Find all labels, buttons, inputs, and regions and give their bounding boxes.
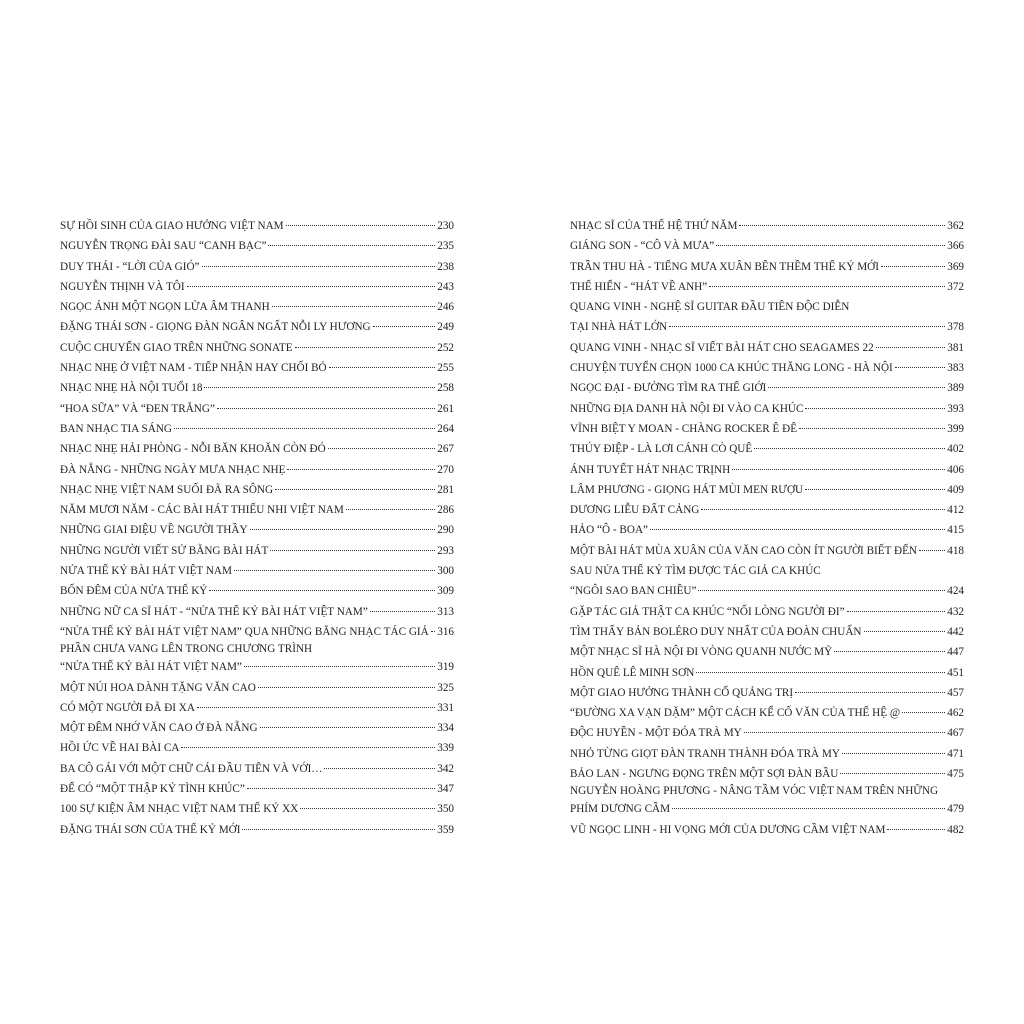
toc-entry-title: MỘT GIAO HƯỞNG THÀNH CỔ QUẢNG TRỊ	[570, 686, 794, 699]
dot-leader	[242, 829, 435, 830]
dot-leader	[197, 707, 435, 708]
toc-entry-title: QUANG VINH - NHẠC SĨ VIẾT BÀI HÁT CHO SEAGAMES 22	[570, 341, 874, 354]
dot-leader	[258, 687, 435, 688]
toc-entry	[60, 759, 454, 779]
toc-entry	[570, 257, 964, 277]
toc-entry-title: NGUYỄN HOÀNG PHƯƠNG - NÂNG TẦM VÓC VIỆT NAM TRÊN NHỮNG	[570, 785, 939, 798]
toc-entry-page-number: 334	[437, 722, 454, 735]
dot-leader	[181, 747, 435, 748]
toc-entry-title: MỘT BÀI HÁT MÙA XUÂN CỦA VĂN CAO CÒN ÍT NGƯỜI BIẾT ĐẾN	[570, 544, 918, 557]
dot-leader	[834, 651, 945, 652]
toc-entry-page-number: 424	[947, 585, 964, 598]
toc-entry-title: ĐÀ NẴNG - NHỮNG NGÀY MƯA NHẠC NHẸ	[60, 463, 286, 476]
toc-entry	[60, 541, 454, 561]
dot-leader	[698, 590, 945, 591]
toc-entry	[570, 419, 964, 439]
toc-entry	[60, 678, 454, 698]
toc-entry-title: DƯƠNG LIỄU ĐẤT CẢNG	[570, 504, 700, 517]
dot-leader	[286, 225, 436, 226]
toc-entry-page-number: 350	[437, 803, 454, 816]
toc-entry-page-number: 457	[947, 686, 964, 699]
dot-leader	[795, 692, 945, 693]
toc-entry-page-number: 369	[947, 260, 964, 273]
toc-entry	[60, 439, 454, 459]
toc-entry-page-number: 372	[947, 280, 964, 293]
dot-leader	[754, 448, 945, 449]
toc-entry-page-number: 475	[947, 768, 964, 781]
toc-entry	[60, 642, 454, 657]
toc-entry-page-number: 471	[947, 747, 964, 760]
dot-leader	[272, 306, 436, 307]
right-page-toc	[570, 216, 964, 840]
toc-entry	[570, 216, 964, 236]
toc-entry-page-number: 249	[437, 321, 454, 334]
toc-entry	[60, 500, 454, 520]
toc-entry	[570, 317, 964, 337]
toc-entry-title: GIÁNG SON - “CÔ VÀ MƯA”	[570, 240, 715, 253]
dot-leader	[346, 509, 435, 510]
toc-entry-title: MỘT NÚI HOA DÀNH TẶNG VĂN CAO	[60, 681, 256, 694]
toc-entry-title: MỘT NHẠC SĨ HÀ NỘI ĐI VÒNG QUANH NƯỚC MỸ	[570, 646, 833, 659]
toc-entry-page-number: 406	[947, 463, 964, 476]
dot-leader	[324, 768, 435, 769]
toc-entry-title: NHẠC NHẸ HẢI PHÒNG - NỖI BĂN KHOĂN CÒN ĐÓ	[60, 443, 326, 456]
toc-entry	[60, 419, 454, 439]
toc-entry-title: “ĐƯỜNG XA VẠN DẶM” MỘT CÁCH KỂ CỐ VĂN CỦA THẾ HỆ @	[570, 707, 901, 720]
toc-entry	[570, 703, 964, 723]
dot-leader	[370, 611, 435, 612]
dot-leader	[701, 509, 945, 510]
dot-leader	[217, 408, 435, 409]
dot-leader	[250, 529, 436, 530]
toc-entry	[60, 820, 454, 840]
dot-leader	[799, 428, 945, 429]
toc-entry	[570, 541, 964, 561]
toc-entry-title: ĐỂ CÓ “MỘT THẬP KỶ TÌNH KHÚC”	[60, 783, 245, 796]
toc-entry	[570, 439, 964, 459]
toc-entry-page-number: 479	[947, 803, 964, 816]
dot-leader	[881, 266, 945, 267]
toc-entry-page-number: 418	[947, 544, 964, 557]
toc-entry-title: NHỎ TỪNG GIỌT ĐÀN TRANH THÀNH ĐÓA TRÀ MY	[570, 747, 840, 760]
toc-entry	[570, 338, 964, 358]
toc-entry-page-number: 281	[437, 483, 454, 496]
toc-entry-page-number: 451	[947, 666, 964, 679]
toc-entry	[60, 257, 454, 277]
toc-entry	[570, 642, 964, 662]
toc-entry-title: ÁNH TUYẾT HÁT NHẠC TRỊNH	[570, 463, 731, 476]
dot-leader	[895, 367, 945, 368]
toc-entry-page-number: 378	[947, 321, 964, 334]
dot-leader	[300, 808, 435, 809]
toc-entry-page-number: 286	[437, 504, 454, 517]
dot-leader	[716, 245, 945, 246]
dot-leader	[650, 529, 945, 530]
toc-entry-page-number: 293	[437, 544, 454, 557]
dot-leader	[234, 570, 435, 571]
toc-entry-title: “NỬA THẾ KỶ BÀI HÁT VIỆT NAM”	[60, 661, 242, 674]
toc-entry-title: HỒI ỨC VỀ HAI BÀI CA	[60, 742, 180, 755]
toc-entry	[570, 581, 964, 601]
toc-entry	[60, 520, 454, 540]
toc-entry-page-number: 258	[437, 382, 454, 395]
toc-entry	[60, 317, 454, 337]
dot-leader	[329, 367, 436, 368]
dot-leader	[696, 672, 945, 673]
toc-entry	[570, 358, 964, 378]
toc-entry-title: NHỮNG GIAI ĐIỆU VỀ NGƯỜI THẦY	[60, 524, 248, 537]
dot-leader	[202, 266, 436, 267]
toc-entry	[570, 378, 964, 398]
dot-leader	[328, 448, 436, 449]
toc-entry	[570, 297, 964, 317]
toc-entry	[60, 779, 454, 799]
toc-entry-title: “NGÔI SAO BAN CHIỀU”	[570, 585, 697, 598]
dot-leader	[174, 428, 435, 429]
toc-entry-title: CHUYỆN TUYỂN CHỌN 1000 CA KHÚC THĂNG LONG - HÀ NỘI	[570, 362, 893, 375]
toc-entry	[60, 216, 454, 236]
toc-entry-page-number: 230	[437, 220, 454, 232]
toc-entry-title: VŨ NGỌC LINH - HI VỌNG MỚI CỦA DƯƠNG CẦM VIỆT NAM	[570, 823, 886, 836]
toc-entry-page-number: 399	[947, 422, 964, 435]
dot-leader	[204, 387, 435, 388]
toc-entry	[60, 581, 454, 601]
toc-entry-page-number: 316	[437, 625, 454, 638]
toc-entry-title: THẾ HIỂN - “HÁT VỀ ANH”	[570, 280, 708, 293]
dot-leader	[672, 808, 945, 809]
toc-entry-title: SAU NỬA THẾ KỶ TÌM ĐƯỢC TÁC GIẢ CA KHÚC	[570, 565, 821, 578]
toc-entry-page-number: 482	[947, 823, 964, 836]
toc-entry-title: HẢO “Ô - BOA”	[570, 524, 648, 537]
toc-entry	[60, 358, 454, 378]
toc-entry-title: BẢO LAN - NGƯNG ĐỌNG TRÊN MỘT SỢI ĐÀN BẦU	[570, 768, 839, 781]
toc-entry-page-number: 339	[437, 742, 454, 755]
dot-leader	[739, 225, 945, 226]
toc-entry	[570, 561, 964, 581]
toc-entry	[60, 799, 454, 819]
dot-leader	[431, 631, 435, 632]
toc-entry-title: HỒN QUÊ LÊ MINH SƠN	[570, 666, 695, 679]
toc-entry-page-number: 432	[947, 605, 964, 618]
toc-entry-page-number: 342	[437, 762, 454, 775]
toc-entry	[60, 602, 454, 622]
toc-entry-page-number: 347	[437, 783, 454, 796]
toc-entry	[570, 602, 964, 622]
toc-entry-title: BAN NHẠC TIA SÁNG	[60, 422, 172, 435]
dot-leader	[768, 387, 945, 388]
toc-entry	[60, 277, 454, 297]
toc-entry-title: 100 SỰ KIỆN ÂM NHẠC VIỆT NAM THẾ KỶ XX	[60, 803, 299, 816]
dot-leader	[247, 788, 435, 789]
toc-entry-page-number: 313	[437, 605, 454, 618]
left-page-toc	[60, 216, 454, 840]
toc-entry	[570, 764, 964, 784]
dot-leader	[275, 489, 435, 490]
toc-entry-title: VĨNH BIỆT Y MOAN - CHÀNG ROCKER Ê ĐÊ	[570, 422, 798, 435]
toc-entry-title: NHỮNG ĐỊA DANH HÀ NỘI ĐI VÀO CA KHÚC	[570, 402, 804, 415]
toc-entry-page-number: 467	[947, 727, 964, 740]
dot-leader	[847, 611, 946, 612]
toc-entry	[570, 622, 964, 642]
toc-entry-page-number: 442	[947, 625, 964, 638]
toc-entry-title: NHỮNG NGƯỜI VIẾT SỬ BẰNG BÀI HÁT	[60, 544, 269, 557]
toc-entry	[60, 460, 454, 480]
toc-entry-title: NGUYỄN TRỌNG ĐÀI SAU “CANH BẠC”	[60, 240, 267, 253]
toc-entry-title: TÌM THẤY BẢN BOLÉRO DUY NHẤT CỦA ĐOÀN CHUẨN	[570, 625, 862, 638]
toc-entry-page-number: 415	[947, 524, 964, 537]
toc-entry-title: NHẠC NHẸ Ở VIỆT NAM - TIẾP NHẬN HAY CHỐI BỎ	[60, 362, 327, 375]
toc-entry-page-number: 309	[437, 585, 454, 598]
toc-entry-page-number: 331	[437, 701, 454, 714]
toc-entry	[570, 460, 964, 480]
toc-entry	[570, 480, 964, 500]
toc-entry-title: NĂM MƯƠI NĂM - CÁC BÀI HÁT THIẾU NHI VIỆT NAM	[60, 504, 344, 517]
toc-entry-title: “HOA SỮA” VÀ “ĐEN TRẮNG”	[60, 402, 215, 415]
dot-leader	[373, 326, 436, 327]
toc-entry	[570, 277, 964, 297]
dot-leader	[840, 773, 945, 774]
toc-entry-title: BỐN ĐÊM CỦA NỬA THẾ KỶ	[60, 585, 208, 598]
toc-entry	[570, 663, 964, 683]
dot-leader	[732, 469, 945, 470]
toc-entry	[570, 399, 964, 419]
toc-entry-page-number: 409	[947, 483, 964, 496]
toc-entry	[60, 657, 454, 677]
toc-entry	[60, 399, 454, 419]
dot-leader	[270, 550, 435, 551]
toc-entry-page-number: 412	[947, 504, 964, 517]
dot-leader	[187, 286, 436, 287]
toc-entry-title: TRẦN THU HÀ - TIẾNG MƯA XUÂN BÊN THỀM THẾ KỶ MỚI	[570, 260, 879, 273]
toc-entry-page-number: 270	[437, 463, 454, 476]
toc-entry-title: LÂM PHƯƠNG - GIỌNG HÁT MÙI MEN RƯỢU	[570, 483, 804, 496]
dot-leader	[287, 469, 435, 470]
toc-entry	[60, 738, 454, 758]
toc-entry-page-number: 238	[437, 260, 454, 273]
toc-entry-page-number: 319	[437, 661, 454, 674]
toc-entry-title: TẠI NHÀ HÁT LỚN	[570, 321, 668, 334]
toc-entry-title: ĐẶNG THÁI SƠN CỦA THẾ KỶ MỚI	[60, 823, 241, 836]
toc-entry-page-number: 325	[437, 681, 454, 694]
toc-entry	[570, 683, 964, 703]
toc-entry	[60, 480, 454, 500]
toc-entry-title: THÚY ĐIỆP - LÀ LƠI CÁNH CÒ QUÊ	[570, 443, 753, 456]
toc-entry	[570, 520, 964, 540]
toc-entry-title: NHỮNG NỮ CA SĨ HÁT - “NỬA THẾ KỶ BÀI HÁT VIỆT NAM”	[60, 605, 368, 618]
dot-leader	[295, 347, 436, 348]
toc-entry-page-number: 359	[437, 823, 454, 836]
toc-entry	[570, 236, 964, 256]
dot-leader	[744, 732, 945, 733]
toc-entry-page-number: 362	[947, 220, 964, 232]
toc-entry-title: CUỘC CHUYỂN GIAO TRÊN NHỮNG SONATE	[60, 341, 293, 354]
dot-leader	[260, 727, 436, 728]
toc-entry	[60, 378, 454, 398]
toc-entry-page-number: 366	[947, 240, 964, 253]
toc-entry-page-number: 235	[437, 240, 454, 253]
toc-entry-page-number: 290	[437, 524, 454, 537]
toc-entry-title: NGỌC ĐẠI - ĐƯỜNG TÌM RA THẾ GIỚI	[570, 382, 767, 395]
toc-entry-page-number: 252	[437, 341, 454, 354]
toc-entry-page-number: 246	[437, 301, 454, 314]
toc-entry-title: NHẠC NHẸ HÀ NỘI TUỔI 18	[60, 382, 203, 395]
toc-entry-title: PHÍM DƯƠNG CẦM	[570, 803, 671, 816]
toc-entry-page-number: 393	[947, 402, 964, 415]
toc-entry-page-number: 389	[947, 382, 964, 395]
toc-entry-page-number: 300	[437, 565, 454, 578]
toc-entry-page-number: 267	[437, 443, 454, 456]
dot-leader	[209, 590, 435, 591]
toc-entry-title: GẶP TÁC GIẢ THẬT CA KHÚC “NỐI LÒNG NGƯỜI ĐI”	[570, 605, 845, 618]
dot-leader	[842, 753, 945, 754]
toc-entry-title: DUY THÁI - “LỜI CỦA GIÓ”	[60, 260, 200, 273]
toc-entry-page-number: 402	[947, 443, 964, 456]
toc-entry-title: QUANG VINH - NGHỆ SĨ GUITAR ĐẦU TIÊN ĐỘC DIỄN	[570, 301, 850, 314]
dot-leader	[244, 666, 435, 667]
dot-leader	[876, 347, 945, 348]
toc-entry-title: NHẠC SĨ CỦA THẾ HỆ THỨ NĂM	[570, 220, 738, 232]
toc-entry-title: “NỬA THẾ KỶ BÀI HÁT VIỆT NAM” QUA NHỮNG BĂNG NHẠC TÁC GIẢ	[60, 625, 429, 638]
toc-entry	[60, 698, 454, 718]
toc-entry-title: SỰ HỒI SINH CỦA GIAO HƯỞNG VIỆT NAM	[60, 220, 284, 232]
dot-leader	[864, 631, 946, 632]
toc-entry-title: CÓ MỘT NGƯỜI ĐÃ ĐI XA	[60, 701, 195, 714]
toc-entry-title: ĐẶNG THÁI SƠN - GIỌNG ĐÀN NGÂN NGẤT NỖI LY HƯƠNG	[60, 321, 371, 334]
toc-entry-page-number: 243	[437, 280, 454, 293]
toc-entry-title: NGỌC ÁNH MỘT NGỌN LỬA ÂM THANH	[60, 301, 270, 314]
toc-entry	[570, 784, 964, 799]
toc-entry-title: NỬA THẾ KỶ BÀI HÁT VIỆT NAM	[60, 565, 232, 578]
dot-leader	[669, 326, 945, 327]
toc-entry-page-number: 381	[947, 341, 964, 354]
dot-leader	[805, 408, 945, 409]
toc-entry-page-number: 264	[437, 422, 454, 435]
toc-entry	[60, 622, 454, 642]
toc-entry	[570, 723, 964, 743]
dot-leader	[887, 829, 945, 830]
toc-entry-title: MỘT ĐÊM NHỚ VĂN CAO Ở ĐÀ NẴNG	[60, 722, 258, 735]
toc-entry	[60, 338, 454, 358]
dot-leader	[268, 245, 435, 246]
toc-entry-title: BA CÔ GÁI VỚI MỘT CHỮ CÁI ĐẦU TIÊN VÀ VỚI…	[60, 762, 323, 775]
toc-entry-title: NHẠC NHẸ VIỆT NAM SUỐI ĐÃ RA SÔNG	[60, 483, 274, 496]
toc-entry-page-number: 255	[437, 362, 454, 375]
toc-entry-page-number: 462	[947, 707, 964, 720]
toc-entry-page-number: 261	[437, 402, 454, 415]
toc-entry-title: ĐỘC HUYỀN - MỘT ĐÓA TRÀ MY	[570, 727, 742, 740]
toc-entry	[60, 236, 454, 256]
toc-entry-page-number: 447	[947, 646, 964, 659]
toc-entry-title: PHẦN CHƯA VANG LÊN TRONG CHƯƠNG TRÌNH	[60, 643, 313, 656]
toc-entry	[60, 718, 454, 738]
dot-leader	[902, 712, 945, 713]
dot-leader	[805, 489, 945, 490]
toc-entry-page-number: 383	[947, 362, 964, 375]
toc-entry	[570, 799, 964, 819]
toc-entry-title: NGUYỄN THỊNH VÀ TÔI	[60, 280, 185, 293]
toc-entry	[570, 744, 964, 764]
toc-entry	[60, 561, 454, 581]
toc-entry	[60, 297, 454, 317]
toc-entry	[570, 820, 964, 840]
dot-leader	[919, 550, 945, 551]
toc-entry	[570, 500, 964, 520]
dot-leader	[709, 286, 945, 287]
